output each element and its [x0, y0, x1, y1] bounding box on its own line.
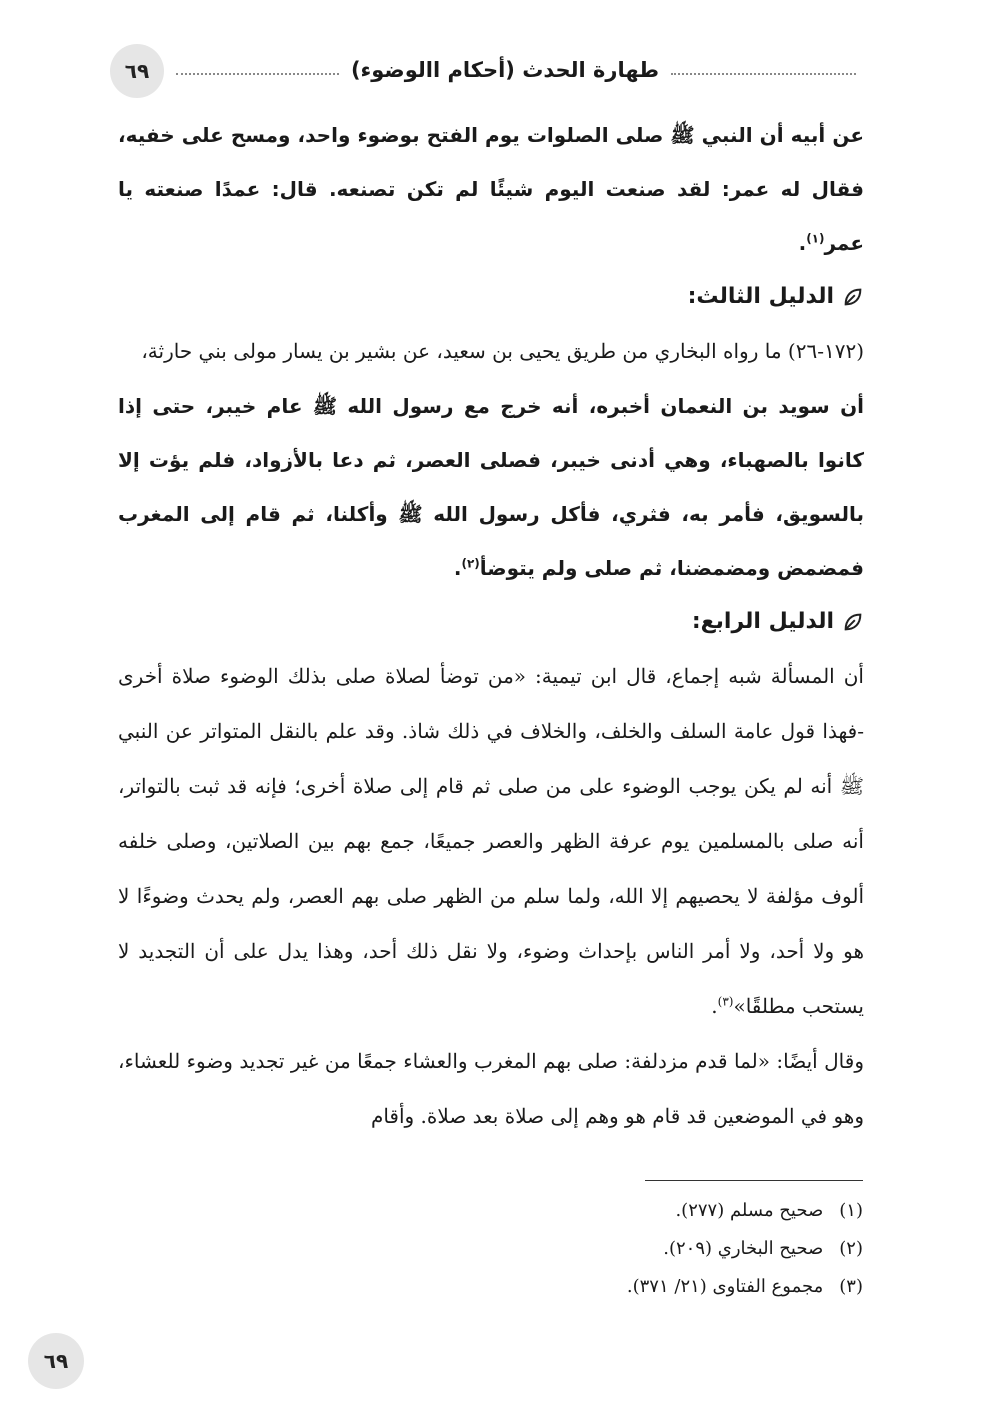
- running-header: [176, 52, 856, 88]
- footnote-item: [300, 1230, 863, 1268]
- leaf-icon: [842, 286, 864, 308]
- footnote-number: (٣): [839, 1276, 863, 1297]
- footnote-ref-2[interactable]: (٢): [461, 556, 480, 571]
- paragraph-narration-chain: (١٧٢-٢٦) ما رواه البخاري من طريق يحيى بن سعيد، عن بشير بن يسار مولى بني حارثة،: [141, 339, 864, 363]
- paragraph-hadith-1: عن أبيه أن النبي ﷺ صلى الصلوات يوم الفتح بوضوء واحد، ومسح على خفيه، فقال له عمر: لقد صنعت اليوم شيئًا لم تكن تصنعه. قال: عمدًا صنعته يا عمر$^{(١)}$.: [118, 123, 864, 255]
- heading-fourth-evidence: [118, 595, 864, 649]
- footnote-number: (٢): [839, 1238, 863, 1259]
- footnote-number: (١): [839, 1200, 863, 1221]
- header-dotted-rule-left: [176, 73, 339, 75]
- main-body: [118, 108, 864, 1144]
- footnote-separator: [645, 1180, 863, 1181]
- running-title: طهارة الحدث (أحكام االوضوء): [350, 58, 659, 82]
- paragraph-continuation: وقال أيضًا: «لما قدم مزدلفة: صلى بهم المغرب والعشاء جمعًا من غير تجديد وضوء للعشاء، وهو في الموضعين قد قام هو وهم إلى صلاة بعد صلاة. وأقام: [118, 1049, 864, 1128]
- footnote-text: مجموع الفتاوى (٢١/ ٣٧١).: [626, 1276, 824, 1297]
- footnote-item: [300, 1268, 863, 1306]
- footnote-item: [300, 1192, 863, 1230]
- header-dotted-rule-right: [671, 73, 856, 75]
- heading-fourth-label: الدليل الرابع:: [691, 609, 834, 634]
- paragraph-ibn-taymiyyah-quote: أن المسألة شبه إجماع، قال ابن تيمية: «من توضأ لصلاة صلى بذلك الوضوء صلاة أخرى -فهذا قول عامة السلف والخلف، والخلاف في ذلك شاذ. وقد علم بالنقل المتواتر عن النبي ﷺ أنه لم يكن يوجب الوضوء على من صلى ثم قام إلى صلاة أخرى؛ فإنه قد ثبت بالتواتر، أنه صلى بالمسلمين يوم عرفة الظهر والعصر جميعًا، جمع بهم بين الصلاتين، وصلى خلفه ألوف مؤلفة لا يحصيهم إلا الله، ولما سلم من الظهر صلى بهم العصر، ولم يحدث وضوءًا لا هو ولا أحد، ولا أمر الناس بإحداث وضوء، ولا نقل ذلك أحد، وهذا يدل على أن التجديد لا يستحب مطلقًا»$^{(٣)}$.: [118, 664, 864, 1018]
- page-number-top: ٦٩: [110, 44, 164, 98]
- footnotes: [300, 1192, 863, 1306]
- footnote-ref-3[interactable]: (٣): [717, 994, 734, 1009]
- footnote-text: صحيح مسلم (٢٧٧).: [675, 1200, 824, 1221]
- paragraph-hadith-2: أن سويد بن النعمان أخبره، أنه خرج مع رسول الله ﷺ عام خيبر، حتى إذا كانوا بالصهباء، وهي أدنى خيبر، فصلى العصر، ثم دعا بالأزواد، فلم يؤت إلا بالسويق، فأمر به، فثري، فأكل رسول الله ﷺ وأكلنا، ثم قام إلى المغرب فمضمض ومضمضنا، ثم صلى ولم يتوضأ$^{(٢)}$.: [118, 394, 864, 580]
- footnote-ref-1[interactable]: (١): [806, 231, 825, 246]
- footnote-text: صحيح البخاري (٢٠٩).: [663, 1238, 824, 1259]
- heading-third-label: الدليل الثالث:: [687, 284, 834, 309]
- heading-third-evidence: [118, 270, 864, 324]
- leaf-icon: [842, 611, 864, 633]
- page-number-bottom: ٦٩: [28, 1333, 84, 1389]
